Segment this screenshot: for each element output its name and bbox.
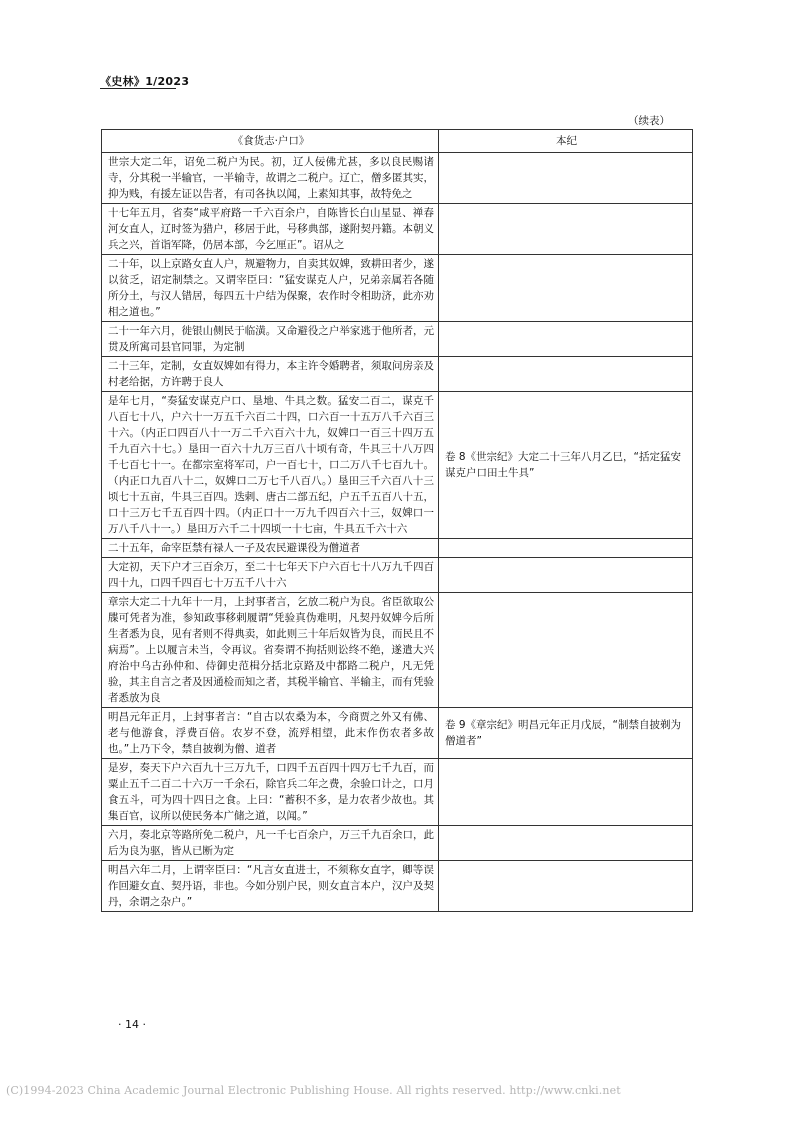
table-cell-shihuozhi: 明昌六年二月，上谓宰臣曰：“凡言女直进士，不须称女直字，卿等误作回避女直、契丹语，非也。今如分别户民，则女直言本户，汉户及契丹，余谓之杂户。” (102, 861, 439, 912)
table-cell-shihuozhi: 六月，奏北京等路所免二税户，凡一千七百余户，万三千九百余口，此后为良为驱，皆从已断为定 (102, 826, 439, 861)
header-underline (100, 88, 176, 89)
table-cell-shihuozhi: 二十五年，命宰臣禁有禄人一子及农民避课役为僧道者 (102, 539, 439, 558)
table-row (102, 392, 693, 539)
copyright-notice: (C)1994-2023 China Academic Journal Electronic Publishing House. All rights reserved. http://www.cnki.net (6, 1084, 621, 1097)
table-cell-benji: 卷 9《章宗纪》明昌元年正月戊辰，“制禁自披剃为僧道者” (439, 708, 693, 759)
table-row (102, 708, 693, 759)
table-cell-benji (439, 539, 693, 558)
table-cell-shihuozhi: 十七年五月，省奏“咸平府路一千六百余户，自陈皆长白山星显、禅春河女直人，辽时签为猎户，移居于此，号移典部，遂附契丹籍。本朝义兵之兴，首诣军降，仍居本部，今乞厘正”。诏从之 (102, 204, 439, 255)
table-cell-shihuozhi: 二十年，以上京路女直人户，规避物力，自卖其奴婢，致耕田者少，遂以贫乏，诏定制禁之。又谓宰臣曰：“猛安谋克人户，兄弟亲属若各随所分土，与汉人错居，每四五十户结为保聚，农作时令相助济，此亦劝相之道也。” (102, 255, 439, 322)
journal-issue-label: 《史林》1/2023 (100, 75, 190, 88)
table-header-row (102, 130, 693, 153)
table-cell-benji (439, 558, 693, 593)
table-cell-benji: 卷 8《世宗纪》大定二十三年八月乙巳，“括定猛安谋克户口田土牛具” (439, 392, 693, 539)
table-cell-benji (439, 759, 693, 826)
column-header-shihuozhi: 《食货志·户口》 (102, 130, 439, 153)
table-cell-shihuozhi: 二十一年六月，徙银山侧民于临潢。又命避役之户举家逃于他所者，元贯及所寓司县官同罪，为定制 (102, 322, 439, 357)
table-row (102, 357, 693, 392)
table-cell-benji (439, 204, 693, 255)
column-header-benji: 本纪 (439, 130, 693, 153)
table-cell-benji (439, 593, 693, 708)
table-row (102, 153, 693, 204)
table-row (102, 204, 693, 255)
table-cell-shihuozhi: 明昌元年正月，上封事者言：“自古以农桑为本，今商贾之外又有佛、老与他游食，浮费百倍。农岁不登，流殍相望，此末作伤农者多故也。”上乃下令，禁自披剃为僧、道者 (102, 708, 439, 759)
table-cell-benji (439, 255, 693, 322)
table-cell-shihuozhi: 章宗大定二十九年十一月，上封事者言，乞放二税户为良。省臣欲取公牒可凭者为准，参知政事移剌履谓“凭验真伪难明，凡契丹奴婢今后所生者悉为良，见有者则不得典卖，如此则三十年后奴皆为良，而民且不病焉”。上以履言未当，令再议。省奏谓不拘括则讼终不绝，遂遣大兴府治中乌古孙仲和、侍御史范楫分括北京路及中都路二税户，凡无凭验，其主自言之者及因通检而知之者，其税半输官、半输主，而有凭验者悉放为良 (102, 593, 439, 708)
table-cell-benji (439, 861, 693, 912)
table-row (102, 861, 693, 912)
table-row (102, 255, 693, 322)
table-cell-benji (439, 153, 693, 204)
table-cell-shihuozhi: 是岁，奏天下户六百九十三万九千，口四千五百四十四万七千九百，而粟止五千二百二十六万一千余石，除官兵二年之费，余验口计之，口月食五斗，可为四十四日之食。上曰：“蓄积不多，是力农者少故也。其集百官，议所以使民务本广储之道，以闻。” (102, 759, 439, 826)
table-row (102, 759, 693, 826)
table-cell-shihuozhi: 大定初，天下户才三百余万，至二十七年天下户六百七十八万九千四百四十九，口四千四百七十万五千八十六 (102, 558, 439, 593)
table-row (102, 593, 693, 708)
table-cell-benji (439, 322, 693, 357)
table-row (102, 539, 693, 558)
page-number: · 14 · (118, 1018, 146, 1031)
table-cell-shihuozhi: 世宗大定二年，诏免二税户为民。初，辽人佞佛尤甚，多以良民赐诸寺，分其税一半输官，一半输寺，故谓之二税户。辽亡，僧多匿其实，抑为贱，有援左证以告者，有司各执以闻，上素知其事，故特免之 (102, 153, 439, 204)
continued-label: （续表） (628, 115, 670, 127)
comparison-table (101, 129, 693, 912)
table-cell-benji (439, 826, 693, 861)
table-row (102, 826, 693, 861)
table-row (102, 558, 693, 593)
table-cell-shihuozhi: 二十三年，定制，女直奴婢如有得力，本主许令婚聘者，须取问房亲及村老给据，方许聘于良人 (102, 357, 439, 392)
table-cell-benji (439, 357, 693, 392)
table-cell-shihuozhi: 是年七月，“奏猛安谋克户口、垦地、牛具之数。猛安二百二，谋克千八百七十八，户六十一万五千六百二十四，口六百一十五万八千六百三十六。（内正口四百八十一万二千六百六十九，奴婢口一百三十四万五千九百六十七。）垦田一百六十九万三百八十顷有奇，牛具三十八万四千七百七十一。在都宗室将军司，户一百七十，口二万八千七百九十。（内正口九百八十二，奴婢口二万七千八百八。）垦田三千六百八十三顷七十五亩，牛具三百四。迭剌、唐古二部五纪，户五千五百八十五，口十三万七千五百四十四。（内正口十一万九千四百六十三，奴婢口一万八千八十一。）垦田万六千二十四顷一十七亩，牛具五千六十六 (102, 392, 439, 539)
table-row (102, 322, 693, 357)
